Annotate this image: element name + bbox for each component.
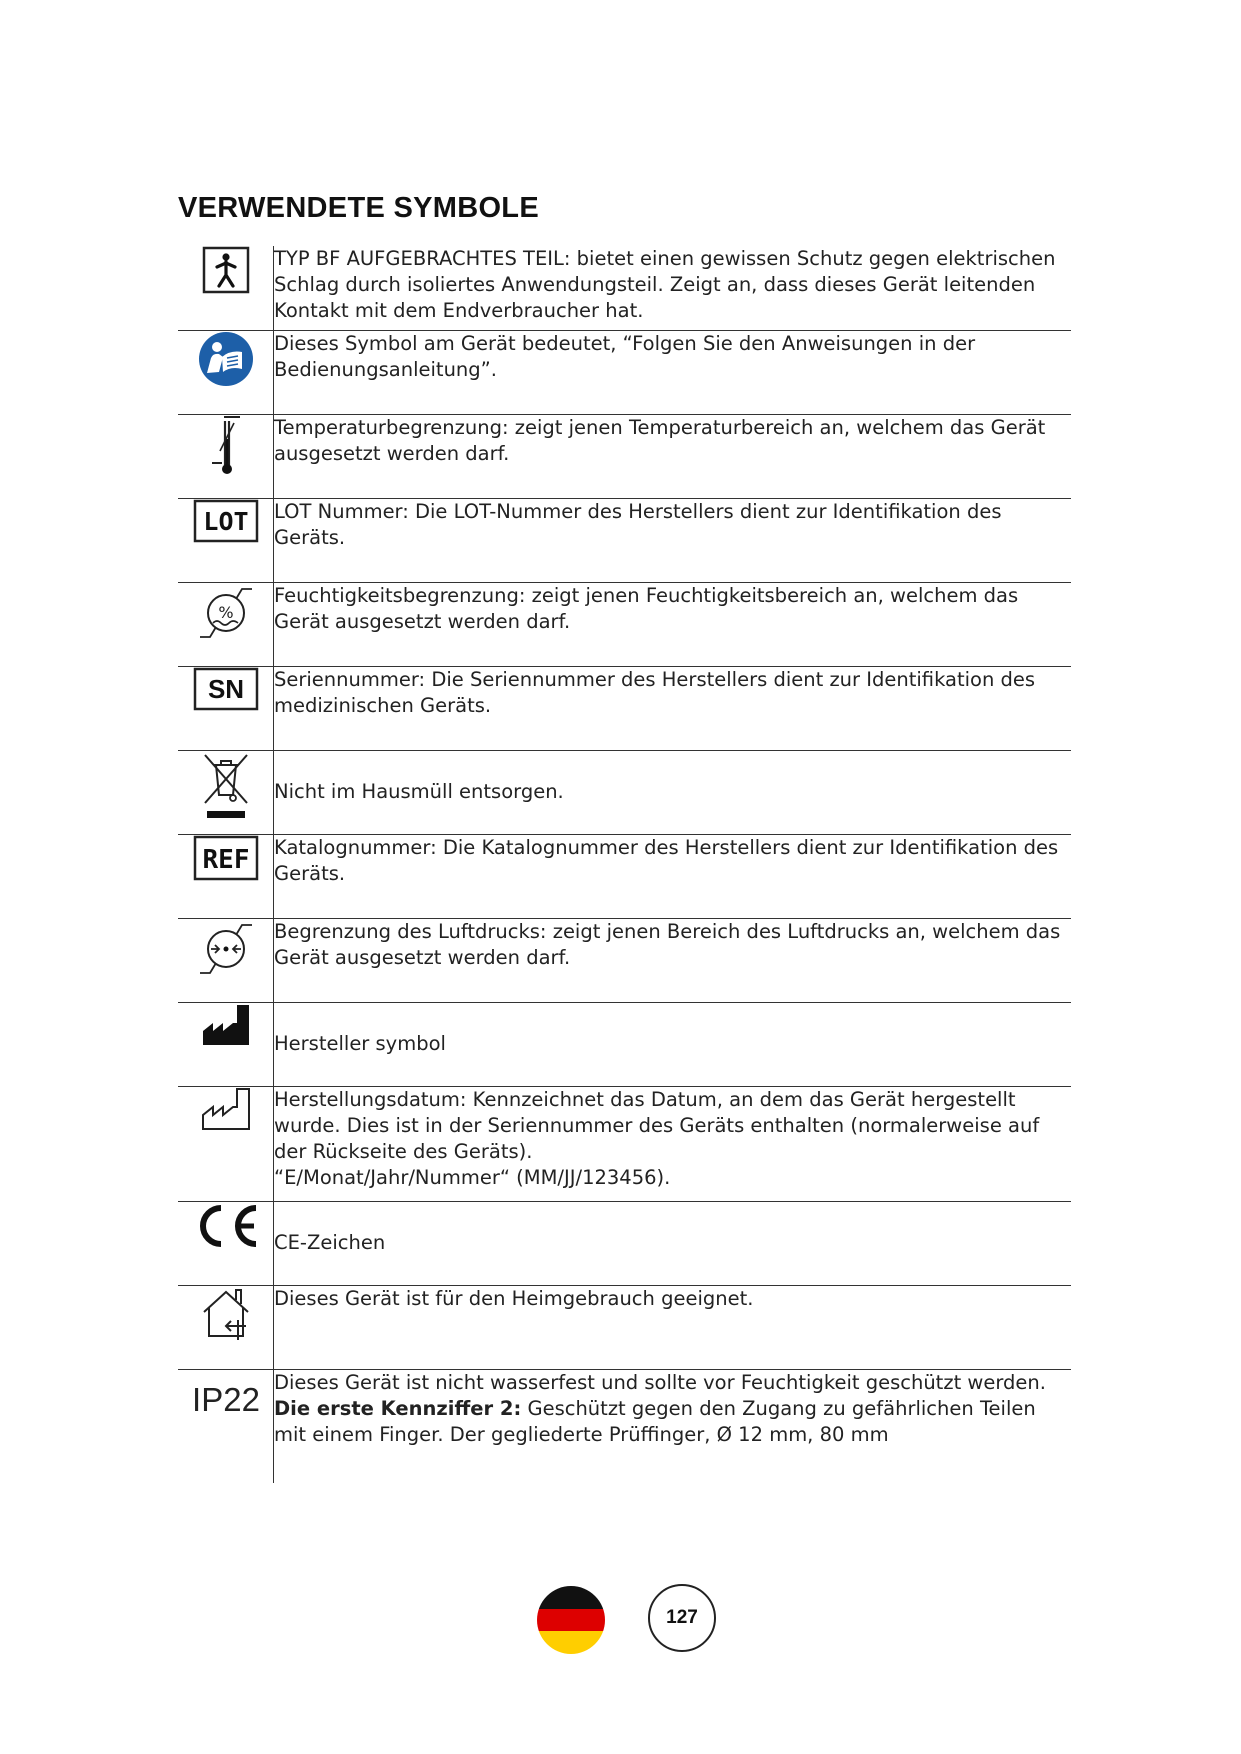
lot-label: LOT [202,506,249,536]
icon-cell [178,414,274,498]
page-number: 127 [648,1584,716,1652]
icon-cell [178,1002,274,1086]
symbol-description: Hersteller symbol [274,1002,1072,1086]
table-row [178,582,1071,666]
symbol-description: Nicht im Hausmüll entsorgen. [274,750,1072,834]
ip22-icon [188,1380,264,1420]
symbol-description: CE-Zeichen [274,1201,1072,1285]
icon-cell [178,330,274,414]
symbol-description: LOT Nummer: Die LOT-Nummer des Herstellers dient zur Identifikation des Geräts. [274,498,1072,582]
symbols-table [178,246,1071,1483]
temperature-limit-icon [206,415,246,477]
type-bf-applied-part-icon [202,246,250,294]
table-row [178,918,1071,1002]
icon-cell [178,246,274,330]
manufacture-date-format: “E/Monat/Jahr/Nummer“ (MM/JJ/123456). [274,1165,671,1189]
icon-cell [178,666,274,750]
table-row [178,1285,1071,1369]
icon-cell [178,918,274,1002]
page-title: VERWENDETE SYMBOLE [178,192,539,224]
icon-cell [178,1201,274,1285]
icon-cell [178,1369,274,1483]
symbol-description: TYP BF AUFGEBRACHTES TEIL: bietet einen gewissen Schutz gegen elektrischen Schlag durch isoliertes Anwendungsteil. Zeigt an, dass dieses Gerät leitenden Kontakt mit dem Endverbraucher hat. [274,246,1072,330]
table-row [178,750,1071,834]
table-row [178,414,1071,498]
icon-cell [178,1285,274,1369]
home-use-icon [198,1286,254,1340]
icon-cell [178,498,274,582]
ip22-bold-label: Die erste Kennziffer 2: [274,1396,522,1420]
ip22-text-after: Geschützt gegen den Zugang zu gefährlichen Teilen mit einem Finger. Der gegliederte Prüffinger, Ø 12 mm, 80 mm [274,1396,1036,1446]
symbol-description: Temperaturbegrenzung: zeigt jenen Temperaturbereich an, welchem das Gerät ausgesetzt werden darf. [274,414,1072,498]
symbol-description: Seriennummer: Die Seriennummer des Herstellers dient zur Identifikation des medizinischen Geräts. [274,666,1072,750]
manufacturer-icon [201,1003,251,1047]
lot-icon [193,499,259,543]
follow-instructions-icon [198,331,254,387]
symbol-description [274,1086,1072,1201]
symbol-description: Dieses Gerät ist für den Heimgebrauch geeignet. [274,1285,1072,1369]
catalog-number-icon [193,835,259,881]
icon-cell [178,834,274,918]
table-row [178,666,1071,750]
symbol-description: Katalognummer: Die Katalognummer des Herstellers dient zur Identifikation des Geräts. [274,834,1072,918]
humidity-label: % [217,602,234,622]
table-row [178,1002,1071,1086]
manufacture-date-icon [201,1087,251,1131]
sn-label: SN [207,673,244,704]
icon-cell [178,582,274,666]
ref-label: REF [202,844,249,875]
table-row [178,1369,1071,1483]
table-row [178,246,1071,330]
table-row [178,1086,1071,1201]
ip22-label: IP22 [191,1380,260,1418]
symbol-description: Dieses Symbol am Gerät bedeutet, “Folgen Sie den Anweisungen in der Bedienungsanleitung”. [274,330,1072,414]
ce-mark-icon [192,1202,260,1250]
symbol-description: Begrenzung des Luftdrucks: zeigt jenen Bereich des Luftdrucks an, welchem das Gerät ausgesetzt werden darf. [274,918,1072,1002]
ce-label: CE [191,1201,193,1203]
manufacture-date-text: Herstellungsdatum: Kennzeichnet das Datum, an dem das Gerät hergestellt wurde. Dies ist in der Seriennummer des Geräts enthalten (normalerweise auf der Rückseite des Geräts). [274,1087,1040,1163]
table-row [178,330,1071,414]
symbol-description: Feuchtigkeitsbegrenzung: zeigt jenen Feuchtigkeitsbereich an, welchem das Gerät ausgesetzt werden darf. [274,582,1072,666]
humidity-limit-icon [196,583,256,643]
pressure-limit-icon [196,919,256,979]
ip22-text: Dieses Gerät ist nicht wasserfest und sollte vor Feuchtigkeit geschützt werden. [274,1370,1046,1394]
weee-bin-icon [201,751,251,821]
german-flag-icon [537,1586,605,1654]
table-row [178,1201,1071,1285]
table-row [178,498,1071,582]
icon-cell [178,750,274,834]
symbol-description [274,1369,1072,1483]
icon-cell [178,1086,274,1201]
serial-number-icon [193,667,259,711]
table-row [178,834,1071,918]
